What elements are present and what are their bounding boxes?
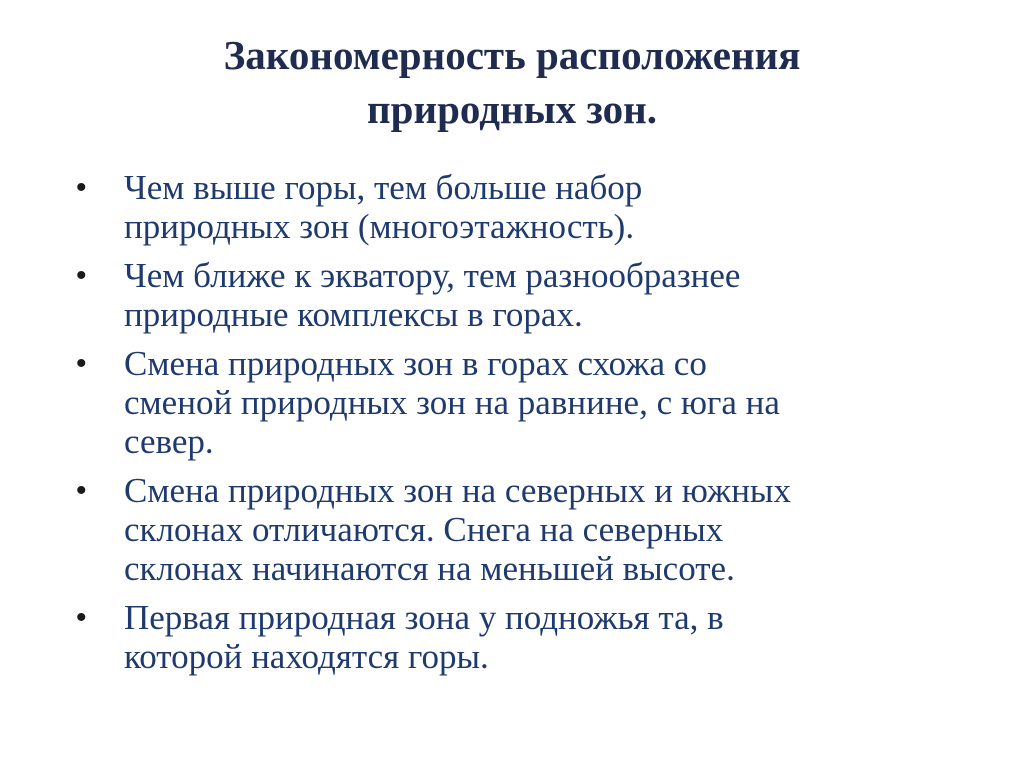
bullet-text-line: Чем ближе к экватору, тем разнообразнее	[124, 256, 741, 295]
bullet-item	[68, 598, 968, 676]
bullet-dot-icon: •	[76, 347, 87, 380]
bullet-text-line: природные комплексы в горах.	[124, 295, 583, 334]
bullet-text-line: Чем выше горы, тем больше набор	[124, 168, 643, 207]
bullet-dot-icon: •	[76, 474, 87, 507]
bullet-item	[68, 471, 968, 588]
bullet-item	[68, 344, 968, 461]
bullet-dot-icon: •	[76, 601, 87, 634]
bullet-text-line: склонах отличаются. Снега на северных	[124, 510, 724, 549]
bullet-dot-icon: •	[76, 171, 87, 204]
bullet-text-line: Смена природных зон на северных и южных	[124, 471, 791, 510]
bullet-text-line: Первая природная зона у подножья та, в	[124, 598, 724, 637]
bullet-text-line: которой находятся горы.	[124, 637, 489, 676]
bullet-text-line: сменой природных зон на равнине, с юга на	[124, 383, 780, 422]
bullet-dot-icon: •	[76, 259, 87, 292]
bullet-list	[68, 168, 968, 686]
slide-title-line: природных зон.	[367, 86, 657, 132]
bullet-text-line: природных зон (многоэтажность).	[124, 207, 635, 246]
bullet-text-line: склонах начинаются на меньшей высоте.	[124, 549, 735, 588]
bullet-text-line: север.	[124, 422, 214, 461]
bullet-item	[68, 168, 968, 246]
bullet-text-line: Смена природных зон в горах схожа со	[124, 344, 707, 383]
slide-title	[80, 28, 944, 136]
bullet-item	[68, 256, 968, 334]
slide-title-line: Закономерность расположения	[223, 32, 801, 78]
